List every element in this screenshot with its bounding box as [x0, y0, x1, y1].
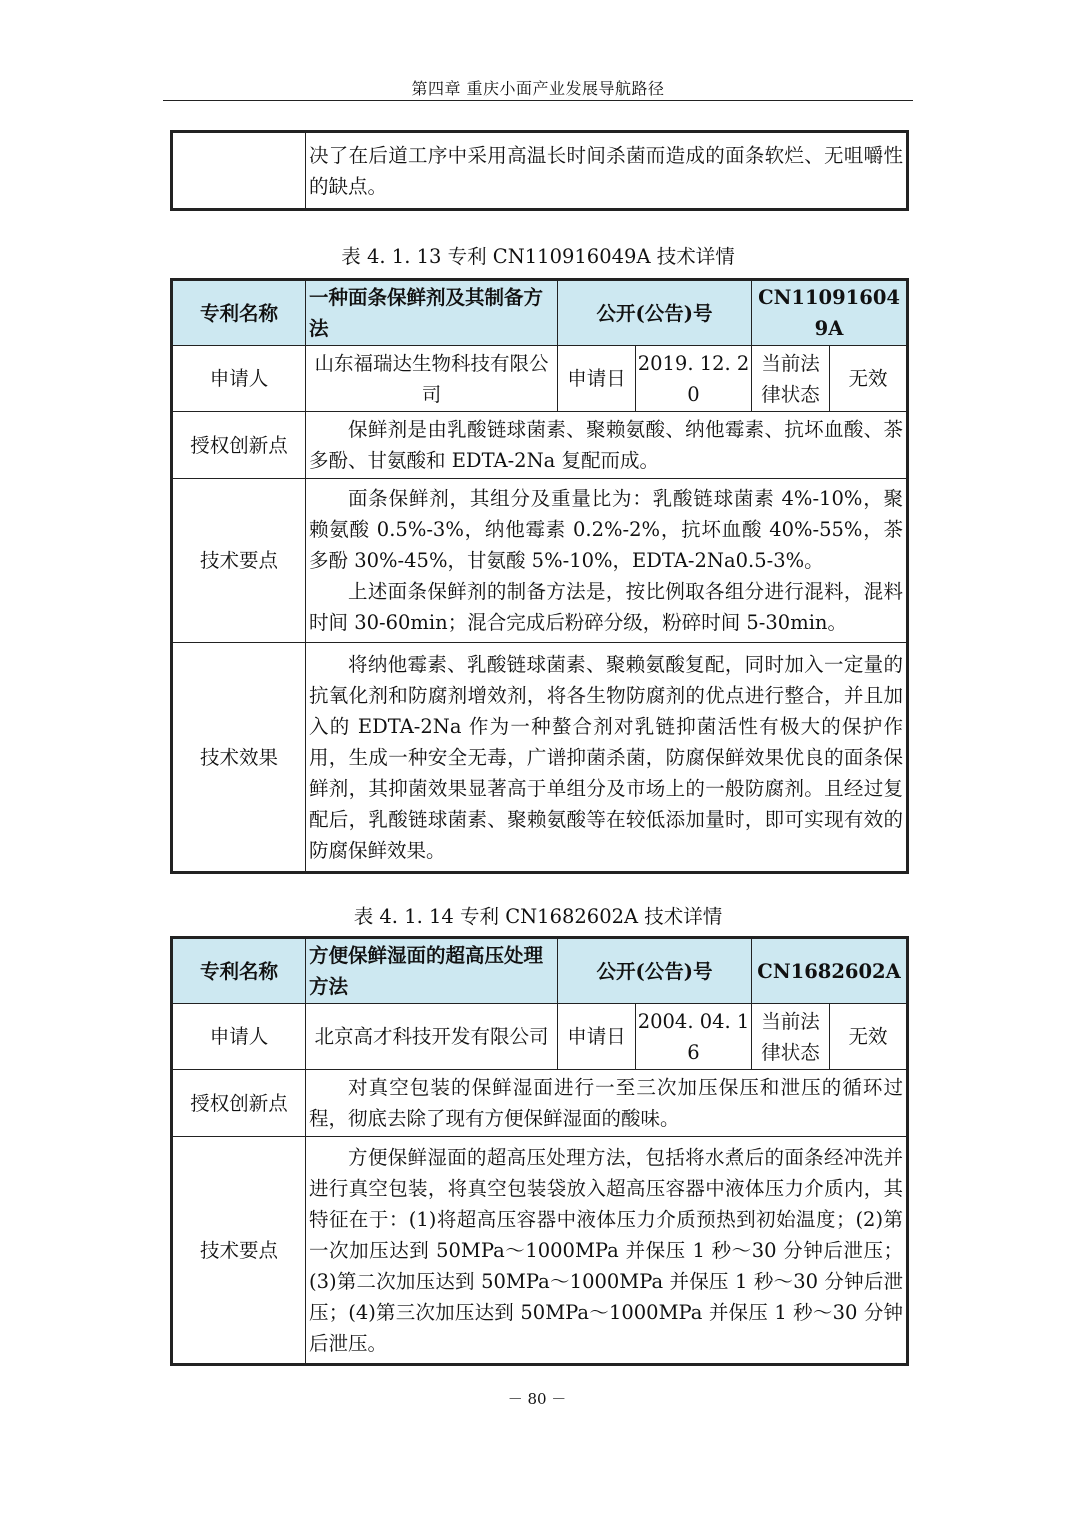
label-innovation: 授权创新点	[172, 412, 306, 479]
key-points-text	[306, 479, 908, 643]
table-14	[170, 936, 909, 1366]
effect-text: 将纳他霉素、乳酸链球菌素、聚赖氨酸复配，同时加入一定量的抗氧化剂和防腐剂增效剂，将各生物防腐剂的优点进行整合，并且加入的 EDTA-2Na 作为一种螯合剂对乳链抑菌活性有极大的保护作用，生成一种安全无毒，广谱抑菌杀菌，防腐保鲜效果优良的面条保鲜剂，其抑菌效果显著高于单组分及市场上的一般防腐剂。且经过复配后，乳酸链球菌素、聚赖氨酸等在较低添加量时，即可实现有效的防腐保鲜效果。	[306, 643, 908, 873]
key-points-text: 方便保鲜湿面的超高压处理方法，包括将水煮后的面条经冲洗并进行真空包装，将真空包装袋放入超高压容器中液体压力介质内，其特征在于：(1)将超高压容器中液体压力介质预热到初始温度；(2)第一次加压达到 50MPa～1000MPa 并保压 1 秒～30 分钟后泄压；(3)第二次加压达到 50MPa～1000MPa 并保压 1 秒～30 分钟后泄压；(4)第三次加压达到 50MPa～1000MPa 并保压 1 秒～30 分钟后泄压。	[306, 1137, 908, 1365]
patent-name-value: 方便保鲜湿面的超高压处理方法	[306, 938, 558, 1004]
table-13-caption: 表 4. 1. 13 专利 CN110916049A 技术详情	[341, 245, 735, 268]
label-patent-name: 专利名称	[172, 280, 306, 346]
application-date-value: 2019. 12. 20	[636, 346, 752, 412]
key-points-paragraph-2: 上述面条保鲜剂的制备方法是，按比例取各组分进行混料，混料时间 30-60min；混合完成后粉碎分级，粉碎时间 5-30min。	[309, 580, 904, 634]
label-applicant: 申请人	[172, 346, 306, 412]
continued-label-cell	[172, 132, 306, 210]
label-effect: 技术效果	[172, 643, 306, 873]
label-patent-name: 专利名称	[172, 938, 306, 1004]
table-13	[170, 278, 909, 874]
key-points-paragraph-1: 面条保鲜剂，其组分及重量比为：乳酸链球菌素 4%-10%，聚赖氨酸 0.5%-3%，纳他霉素 0.2%-2%，抗坏血酸 40%-55%，茶多酚 30%-45%，甘氨酸 5%-10%，EDTA-2Na0.5-3%。	[309, 487, 904, 572]
continued-table	[170, 130, 909, 211]
publication-number-value: CN110916049A	[752, 280, 908, 346]
header-rule	[163, 100, 913, 101]
label-legal-status: 当前法律状态	[752, 346, 830, 412]
innovation-text: 保鲜剂是由乳酸链球菌素、聚赖氨酸、纳他霉素、抗坏血酸、茶多酚、甘氨酸和 EDTA-2Na 复配而成。	[306, 412, 908, 479]
label-key-points: 技术要点	[172, 1137, 306, 1365]
innovation-text: 对真空包装的保鲜湿面进行一至三次加压保压和泄压的循环过程，彻底去除了现有方便保鲜湿面的酸味。	[306, 1070, 908, 1137]
continued-effect-text: 决了在后道工序中采用高温长时间杀菌而造成的面条软烂、无咀嚼性的缺点。	[306, 132, 908, 210]
label-publication-number: 公开(公告)号	[558, 938, 752, 1004]
patent-name-value: 一种面条保鲜剂及其制备方法	[306, 280, 558, 346]
applicant-value: 山东福瑞达生物科技有限公司	[306, 346, 558, 412]
legal-status-value: 无效	[830, 346, 908, 412]
page-number: － 80 －	[507, 1390, 567, 1408]
publication-number-value: CN1682602A	[752, 938, 908, 1004]
running-header: 第四章 重庆小面产业发展导航路径	[411, 79, 665, 98]
applicant-value: 北京高才科技开发有限公司	[306, 1004, 558, 1070]
label-publication-number: 公开(公告)号	[558, 280, 752, 346]
application-date-value: 2004. 04. 16	[636, 1004, 752, 1070]
label-innovation: 授权创新点	[172, 1070, 306, 1137]
table-14-caption: 表 4. 1. 14 专利 CN1682602A 技术详情	[353, 905, 723, 928]
label-legal-status: 当前法律状态	[752, 1004, 830, 1070]
label-application-date: 申请日	[558, 1004, 636, 1070]
label-applicant: 申请人	[172, 1004, 306, 1070]
label-key-points: 技术要点	[172, 479, 306, 643]
legal-status-value: 无效	[830, 1004, 908, 1070]
label-application-date: 申请日	[558, 346, 636, 412]
